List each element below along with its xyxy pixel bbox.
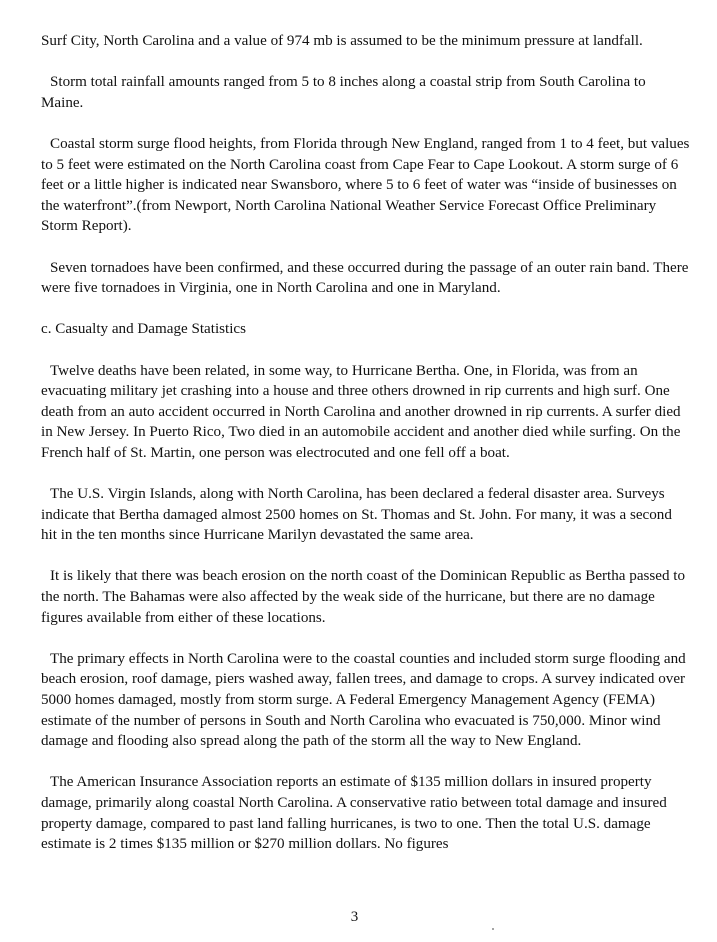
paragraph-insurance-estimate: The American Insurance Association reports an estimate of $135 million dollars in insured property damage, primarily along coastal North Carolina. A conservative ratio between total damage and insured property damage, compared to past land falling hurricanes, is two to one. Then the total U.S. damage estimate is 2 times $135 million or $270 million dollars. No figures [41, 774, 667, 853]
document-page [41, 31, 691, 875]
paragraph-virgin-islands: The U.S. Virgin Islands, along with North Carolina, has been declared a federal disaster area. Surveys indicate that Bertha damaged almost 2500 homes on St. Thomas and St. John. For many, it was a second hit in the ten months since Hurricane Marilyn devastated the same area. [41, 486, 672, 544]
paragraph-deaths: Twelve deaths have been related, in some way, to Hurricane Bertha. One, in Florida, was from an evacuating military jet crashing into a house and three others drowned in rip currents and high surf. One death from an auto accident occurred in North Carolina and another drowned in rip currents. A surfer died in New Jersey. In Puerto Rico, Two died in an automobile accident and another died while surfing. On the French half of St. Martin, one person was electrocuted and one fell off a boat. [41, 362, 681, 461]
section-heading-casualty-damage: c. Casualty and Damage Statistics [41, 321, 246, 338]
scan-speck [492, 928, 494, 930]
page-number: 3 [350, 909, 359, 925]
paragraph-landfall-pressure: Surf City, North Carolina and a value of 974 mb is assumed to be the minimum pressure at landfall. [41, 33, 643, 49]
paragraph-north-carolina-effects: The primary effects in North Carolina were to the coastal counties and included storm surge flooding and beach erosion, roof damage, piers washed away, fallen trees, and damage to crops. A survey indicated over 5000 homes damaged, mostly from storm surge. A Federal Emergency Management Agency (FEMA) estimate of the number of persons in South and North Carolina who evacuated is 750,000. Minor wind damage and flooding also spread along the path of the storm all the way to New England. [41, 650, 686, 750]
paragraph-storm-surge: Coastal storm surge flood heights, from Florida through New England, ranged from 1 to 4 feet, but values to 5 feet were estimated on the North Carolina coast from Cape Fear to Cape Lookout. A storm surge of 6 feet or a little higher is indicated near Swansboro, where 5 to 6 feet of water was “inside of businesses on the waterfront”.(from Newport, North Carolina National Weather Service Forecast Office Preliminary Storm Report). [41, 135, 690, 235]
paragraph-rainfall: Storm total rainfall amounts ranged from 5 to 8 inches along a coastal strip from South Carolina to Maine. [41, 74, 646, 111]
paragraph-tornadoes: Seven tornadoes have been confirmed, and these occurred during the passage of an outer rain band. There were five tornadoes in Virginia, one in North Carolina and one in Maryland. [41, 259, 689, 297]
paragraph-dominican-bahamas: It is likely that there was beach erosion on the north coast of the Dominican Republic as Bertha passed to the north. The Bahamas were also affected by the weak side of the hurricane, but there are no damage figures available from either of these locations. [41, 568, 686, 626]
